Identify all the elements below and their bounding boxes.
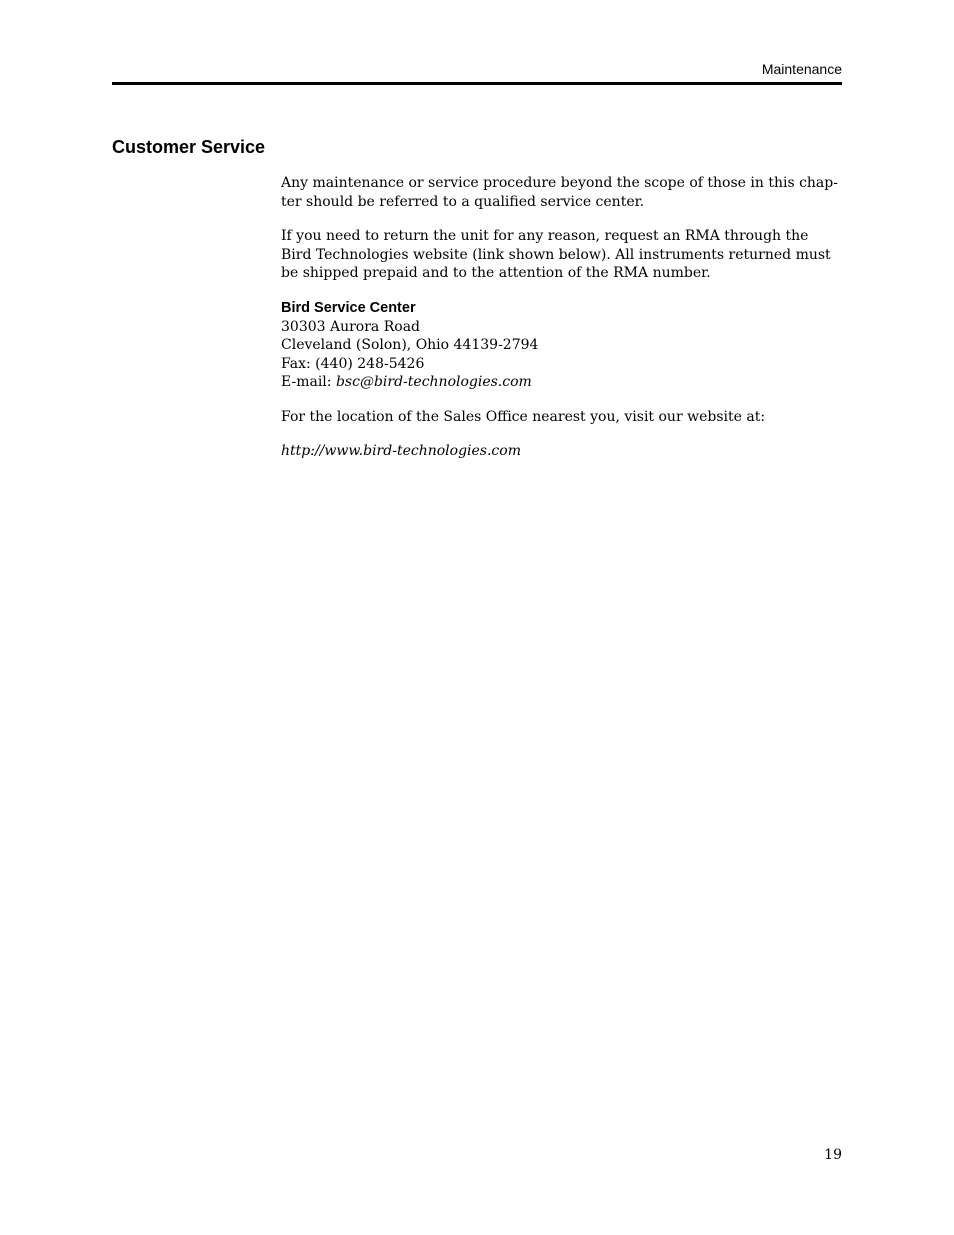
- email-label: E-mail:: [281, 374, 336, 390]
- maintenance-paragraph: [281, 174, 843, 211]
- page-number: 19: [824, 1147, 842, 1163]
- service-center-name: Bird Service Center: [281, 299, 416, 316]
- sales-office-paragraph: [281, 408, 843, 427]
- email-link[interactable]: bsc@bird-technologies.com: [335, 374, 532, 390]
- header-rule: [112, 82, 842, 85]
- paragraph-line: be shipped prepaid and to the attention of the RMA number.: [281, 265, 711, 281]
- paragraph-line: For the location of the Sales Office nearest you, visit our website at:: [281, 408, 766, 425]
- website-link[interactable]: http://www.bird-technologies.com: [281, 443, 521, 459]
- paragraph-line: ter should be referred to a qualified service center.: [281, 193, 645, 210]
- return-paragraph: [281, 227, 843, 283]
- paragraph-line: Any maintenance or service procedure beyond the scope of those in this chap-: [281, 175, 838, 191]
- address-street: 30303 Aurora Road: [281, 318, 421, 335]
- paragraph-line: If you need to return the unit for any reason, request an RMA through the: [281, 228, 809, 244]
- email-line: [281, 373, 843, 392]
- section-heading: Customer Service: [112, 137, 266, 157]
- website-paragraph: [281, 442, 843, 461]
- body-column: [281, 174, 843, 477]
- fax-number: Fax: (440) 248-5426: [281, 355, 425, 372]
- address-city: Cleveland (Solon), Ohio 44139-2794: [281, 337, 539, 353]
- paragraph-line: Bird Technologies website (link shown below). All instruments returned must: [281, 246, 831, 263]
- service-center-address: [281, 299, 843, 392]
- running-header-title: Maintenance: [761, 61, 842, 77]
